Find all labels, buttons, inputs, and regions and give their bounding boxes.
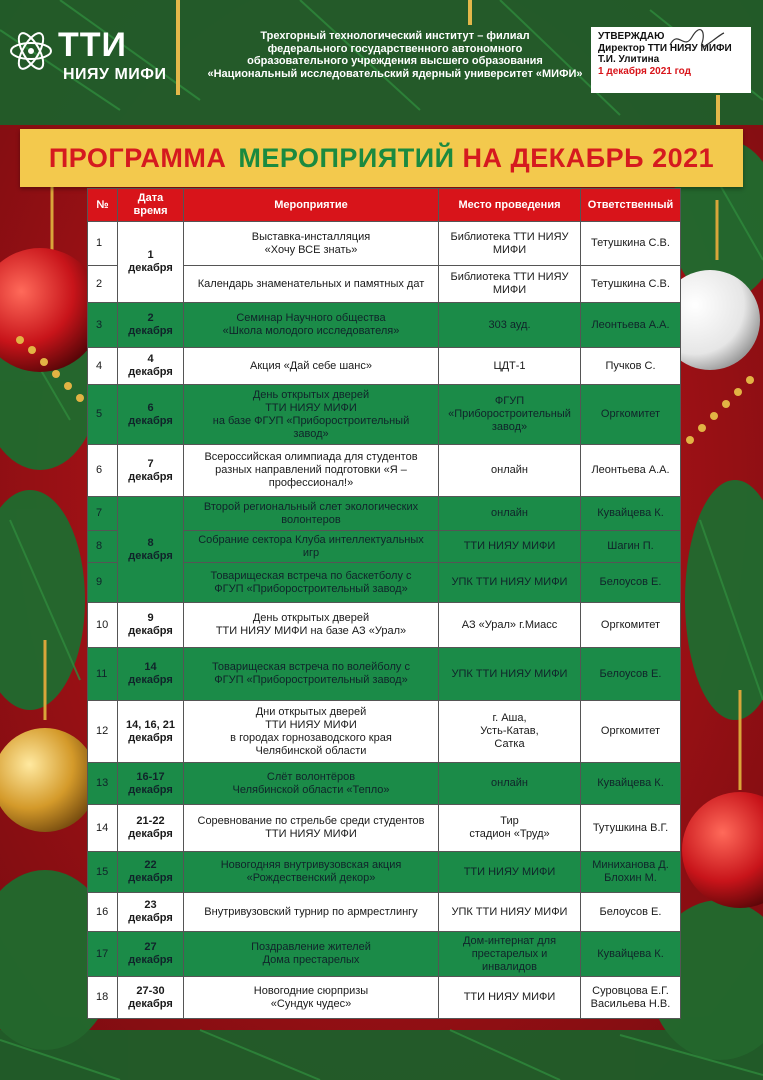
row-place: г. Аша, Усть-Катав, Сатка xyxy=(439,701,581,763)
row-place: онлайн xyxy=(439,763,581,805)
row-responsible: Леонтьева А.А. xyxy=(581,303,681,348)
row-responsible: Белоусов Е. xyxy=(581,893,681,932)
row-place: ТТИ НИЯУ МИФИ xyxy=(439,852,581,893)
row-responsible: Шагин П. xyxy=(581,531,681,563)
row-responsible: Суровцова Е.Г. Васильева Н.В. xyxy=(581,977,681,1019)
row-date: 21-22 декабря xyxy=(118,805,184,852)
events-table xyxy=(87,188,681,1019)
row-number: 15 xyxy=(88,852,118,893)
row-responsible: Кувайцева К. xyxy=(581,763,681,805)
table-row xyxy=(88,763,681,805)
institute-line: федерального государственного автономного xyxy=(267,42,523,55)
row-place: Библиотека ТТИ НИЯУ МИФИ xyxy=(439,266,581,303)
row-responsible: Кувайцева К. xyxy=(581,497,681,531)
title-part-3: НА ДЕКАБРЬ 2021 xyxy=(462,142,715,173)
row-number: 14 xyxy=(88,805,118,852)
row-date: 4 декабря xyxy=(118,348,184,385)
row-event: Соревнование по стрельбе среди студентов ТТИ НИЯУ МИФИ xyxy=(184,805,439,852)
row-number: 5 xyxy=(88,385,118,445)
row-responsible: Тутушкина В.Г. xyxy=(581,805,681,852)
approval-stamp xyxy=(591,27,751,93)
table-row xyxy=(88,701,681,763)
row-place: Библиотека ТТИ НИЯУ МИФИ xyxy=(439,222,581,266)
row-place: 303 ауд. xyxy=(439,303,581,348)
row-responsible: Леонтьева А.А. xyxy=(581,445,681,497)
row-event: День открытых дверей ТТИ НИЯУ МИФИ на базе АЗ «Урал» xyxy=(184,603,439,648)
row-date: 7 декабря xyxy=(118,445,184,497)
row-event: Внутривузовский турнир по армрестлингу xyxy=(184,893,439,932)
table-row xyxy=(88,977,681,1019)
institute-name xyxy=(200,30,590,80)
table-row xyxy=(88,648,681,701)
tti-logo xyxy=(8,22,168,92)
row-responsible: Белоусов Е. xyxy=(581,648,681,701)
row-place: ЦДТ-1 xyxy=(439,348,581,385)
row-place: УПК ТТИ НИЯУ МИФИ xyxy=(439,893,581,932)
row-responsible: Миниханова Д. Блохин М. xyxy=(581,852,681,893)
row-event: Семинар Научного общества «Школа молодого исследователя» xyxy=(184,303,439,348)
table-row xyxy=(88,303,681,348)
row-event: Новогодние сюрпризы «Сундук чудес» xyxy=(184,977,439,1019)
logo-subtitle: НИЯУ МИФИ xyxy=(63,66,167,83)
row-event: Товарищеская встреча по баскетболу с ФГУП «Приборостроительный завод» xyxy=(184,563,439,603)
row-number: 7 xyxy=(88,497,118,531)
institute-line: образовательного учреждения высшего образования xyxy=(247,55,543,67)
row-event: Собрание сектора Клуба интеллектуальных игр xyxy=(184,531,439,563)
row-place: ТТИ НИЯУ МИФИ xyxy=(439,977,581,1019)
row-number: 17 xyxy=(88,932,118,977)
header-num: № xyxy=(88,189,118,222)
approval-position: Директор ТТИ НИЯУ МИФИ xyxy=(598,42,732,54)
header-responsible: Ответственный xyxy=(581,189,681,222)
row-number: 1 xyxy=(88,222,118,266)
approval-title: УТВЕРЖДАЮ xyxy=(598,31,665,42)
row-date: 6 декабря xyxy=(118,385,184,445)
row-number: 16 xyxy=(88,893,118,932)
row-date: 14, 16, 21 декабря xyxy=(118,701,184,763)
row-event: Товарищеская встреча по волейболу с ФГУП «Приборостроительный завод» xyxy=(184,648,439,701)
table-row xyxy=(88,385,681,445)
row-date: 2 декабря xyxy=(118,303,184,348)
signature-icon xyxy=(666,27,726,53)
row-responsible: Тетушкина С.В. xyxy=(581,222,681,266)
row-event: Дни открытых дверей ТТИ НИЯУ МИФИ в городах горнозаводского края Челябинской области xyxy=(184,701,439,763)
row-place: онлайн xyxy=(439,497,581,531)
row-number: 9 xyxy=(88,563,118,603)
row-event: Второй региональный слет экологических волонтеров xyxy=(184,497,439,531)
row-place: АЗ «Урал» г.Миасс xyxy=(439,603,581,648)
row-event: Акция «Дай себе шанс» xyxy=(184,348,439,385)
table-row xyxy=(88,932,681,977)
page-title xyxy=(20,129,743,187)
row-place: УПК ТТИ НИЯУ МИФИ xyxy=(439,563,581,603)
row-event: Поздравление жителей Дома престарелых xyxy=(184,932,439,977)
table-row xyxy=(88,852,681,893)
row-place: Дом-интернат для престарелых и инвалидов xyxy=(439,932,581,977)
row-event: Слёт волонтёров Челябинской области «Тепло» xyxy=(184,763,439,805)
row-place: ТТИ НИЯУ МИФИ xyxy=(439,531,581,563)
row-number: 3 xyxy=(88,303,118,348)
row-responsible: Тетушкина С.В. xyxy=(581,266,681,303)
row-place: Тир стадион «Труд» xyxy=(439,805,581,852)
row-date: 9 декабря xyxy=(118,603,184,648)
row-date: 1 декабря xyxy=(118,222,184,303)
row-event: Календарь знаменательных и памятных дат xyxy=(184,266,439,303)
approval-name: Т.И. Улитина xyxy=(598,54,660,65)
table-row xyxy=(88,222,681,266)
title-part-2: МЕРОПРИЯТИЙ xyxy=(238,142,455,173)
header-place: Место проведения xyxy=(439,189,581,222)
table-row xyxy=(88,893,681,932)
logo-abbr: ТТИ xyxy=(58,26,127,64)
row-date: 22 декабря xyxy=(118,852,184,893)
row-responsible: Оргкомитет xyxy=(581,701,681,763)
row-date: 8 декабря xyxy=(118,497,184,603)
institute-line: Трехгорный технологический институт – филиал xyxy=(260,30,530,42)
row-place: УПК ТТИ НИЯУ МИФИ xyxy=(439,648,581,701)
header-date: Дата время xyxy=(118,189,184,222)
table-row xyxy=(88,497,681,531)
row-number: 13 xyxy=(88,763,118,805)
row-responsible: Пучков С. xyxy=(581,348,681,385)
row-place: онлайн xyxy=(439,445,581,497)
row-responsible: Оргкомитет xyxy=(581,385,681,445)
table-row xyxy=(88,445,681,497)
row-number: 18 xyxy=(88,977,118,1019)
row-number: 11 xyxy=(88,648,118,701)
row-number: 12 xyxy=(88,701,118,763)
row-responsible: Белоусов Е. xyxy=(581,563,681,603)
row-event: Всероссийская олимпиада для студентов разных направлений подготовки «Я – профессионал!» xyxy=(184,445,439,497)
table-header-row xyxy=(88,189,681,222)
row-event: Выставка-инсталляция «Хочу ВСЕ знать» xyxy=(184,222,439,266)
row-date: 14 декабря xyxy=(118,648,184,701)
row-number: 4 xyxy=(88,348,118,385)
table-row xyxy=(88,348,681,385)
row-date: 23 декабря xyxy=(118,893,184,932)
table-body xyxy=(88,222,681,1019)
row-number: 6 xyxy=(88,445,118,497)
row-responsible: Кувайцева К. xyxy=(581,932,681,977)
institute-line: «Национальный исследовательский ядерный университет «МИФИ» xyxy=(207,67,583,80)
row-date: 27 декабря xyxy=(118,932,184,977)
table-row xyxy=(88,603,681,648)
approval-date: 1 декабря 2021 год xyxy=(598,65,691,77)
table-row xyxy=(88,805,681,852)
row-place: ФГУП «Приборостроительный завод» xyxy=(439,385,581,445)
row-number: 10 xyxy=(88,603,118,648)
header-event: Мероприятие xyxy=(184,189,439,222)
row-date: 27-30 декабря xyxy=(118,977,184,1019)
row-event: День открытых дверей ТТИ НИЯУ МИФИ на базе ФГУП «Приборостроительный завод» xyxy=(184,385,439,445)
row-number: 8 xyxy=(88,531,118,563)
row-number: 2 xyxy=(88,266,118,303)
title-part-1: ПРОГРАММА xyxy=(48,142,227,173)
atom-icon xyxy=(8,28,54,74)
row-event: Новогодняя внутривузовская акция «Рождественский декор» xyxy=(184,852,439,893)
row-responsible: Оргкомитет xyxy=(581,603,681,648)
row-date: 16-17 декабря xyxy=(118,763,184,805)
